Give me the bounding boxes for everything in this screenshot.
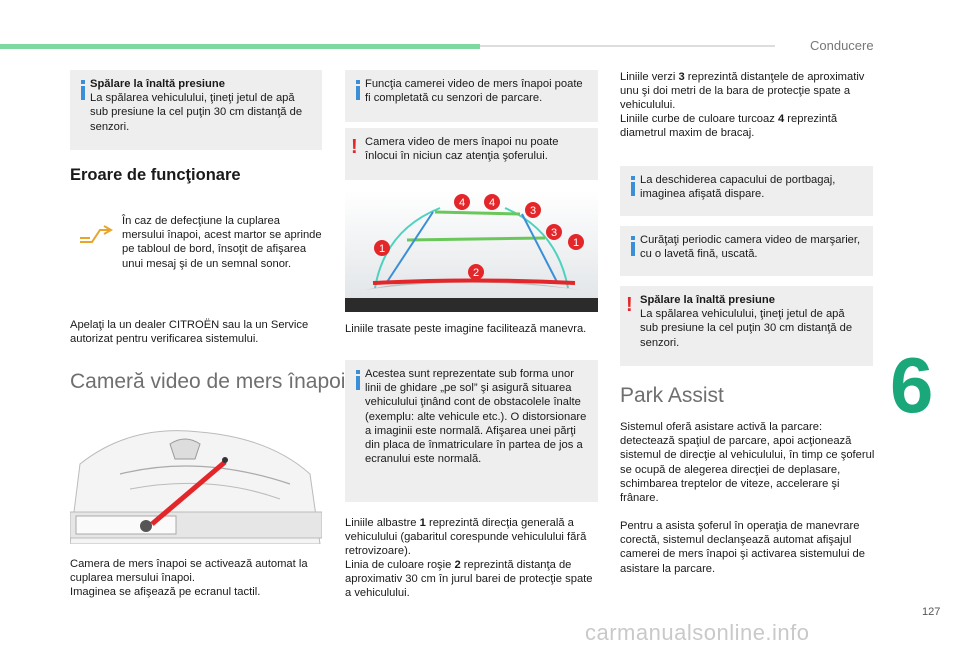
info-box-text: Acestea sunt reprezentate sub forma unor linii de ghidare „pe sol” şi asigură situarea vehiculului ţinând cont de obstacolele înalte (exemplu: alte vehicule etc.). O distorsionare a imaginii este normală. Afişarea unei părţi din placa de înmatriculare în partea de jos a ecranului este normală. [365,368,587,466]
box-title: Spălare la înaltă presiune [90,78,225,90]
diagram-label-2: 2 [472,267,480,279]
chapter-number: 6 [890,340,960,430]
header-accent-bar [0,44,480,49]
rear-camera-illustration [70,404,322,544]
info-box-pressure-wash [70,70,322,150]
info-box-text: Curăţaţi periodic camera video de marşarier, cu o lavetă fină, uscată. [640,234,861,261]
diagram-label-4b: 4 [488,197,496,209]
diagram-label-4a: 4 [458,197,466,209]
info-box-text: La deschiderea capacului de portbagaj, imaginea afişată dispare. [640,174,836,201]
diagram-label-3a: 3 [529,205,537,217]
heading-error: Eroare de funcţionare [70,166,241,184]
warning-box-pressure-wash [620,286,873,366]
blue-lines-text: Liniile albastre 1 reprezintă direcţia generală a vehiculului (gabaritul corespunde vehiculului fără retrovizoare). [345,517,587,558]
error-text: În caz de defecţiune la cuplarea mersului înapoi, acest martor se aprinde pe tabloul de bord, însoţit de afişarea unui mesaj şi de un semnal sonor. [122,215,322,270]
warning-box-attention [345,128,598,180]
section-name: Conducere [810,38,874,53]
park-text-2: Pentru a asista şoferul în operaţia de manevrare corectă, sistemul declanşează automat afişajul camerei de mers înapoi şi activarea sistemului de asistare la parcare. [620,520,865,575]
diagram-label-1b: 1 [572,237,580,249]
info-box-tailgate [620,166,873,216]
dealer-text: Apelaţi la un dealer CITROËN sau la un Service autorizat pentru verificarea sistemului. [70,319,309,346]
header-divider [480,45,775,47]
warning-icon: ! [351,136,358,158]
info-box-cleaning [620,226,873,276]
reverse-gear-warning-icon [78,224,114,246]
box-text: La spălarea vehiculului, ţineţi jetul de apă sub presiune la cel puţin 30 cm distanţă de senzori. [640,308,853,349]
camera-text-1: Camera de mers înapoi se activează automat la cuplarea mersului înapoi. [70,558,308,585]
camera-guidelines-diagram [345,190,598,312]
camera-text-2: Imaginea se afişează pe ecranul tactil. [70,586,261,598]
page-number: 127 [922,606,941,618]
curve-lines-text: Liniile curbe de culoare turcoaz 4 reprezintă diametrul maxim de bracaj. [620,113,838,140]
lines-caption: Liniile trasate peste imagine facilitează manevra. [345,323,587,335]
heading-park-assist: Park Assist [620,384,724,407]
info-box-text: Funcţia camerei video de mers înapoi poate fi completată cu senzori de parcare. [365,78,583,105]
heading-camera: Cameră video de mers înapoi [70,370,346,393]
watermark: carmanualsonline.info [585,620,810,645]
diagram-label-3b: 3 [550,227,558,239]
warning-icon: ! [626,294,633,316]
warning-box-text: Camera video de mers înapoi nu poate înlocui în niciun caz atenţia şoferului. [365,136,559,163]
red-line-text: Linia de culoare roşie 2 reprezintă distanţa de aproximativ 30 cm în jurul barei de protecţie spate a vehiculului. [345,559,593,600]
box-text: La spălarea vehiculului, ţineţi jetul de apă sub presiune la cel puţin 30 cm distanţă de senzori. [90,92,303,133]
park-text-1: Sistemul oferă asistare activă la parcare: detectează spaţiul de parcare, apoi acţionează sistemul de direcţie al vehiculului, în timp ce şoferul se ocupă de alegerea direcţiei de deplasare, schimbarea treptelor de viteze, accelerare şi frânare. [620,421,875,505]
box-title: Spălare la înaltă presiune [640,294,775,306]
diagram-label-1a: 1 [378,243,386,255]
info-box-guidelines [345,360,598,502]
info-box-sensors [345,70,598,122]
green-lines-text: Liniile verzi 3 reprezintă distanţele de aproximativ unu şi doi metri de la bara de protecţie spate a vehiculului. [620,71,865,112]
